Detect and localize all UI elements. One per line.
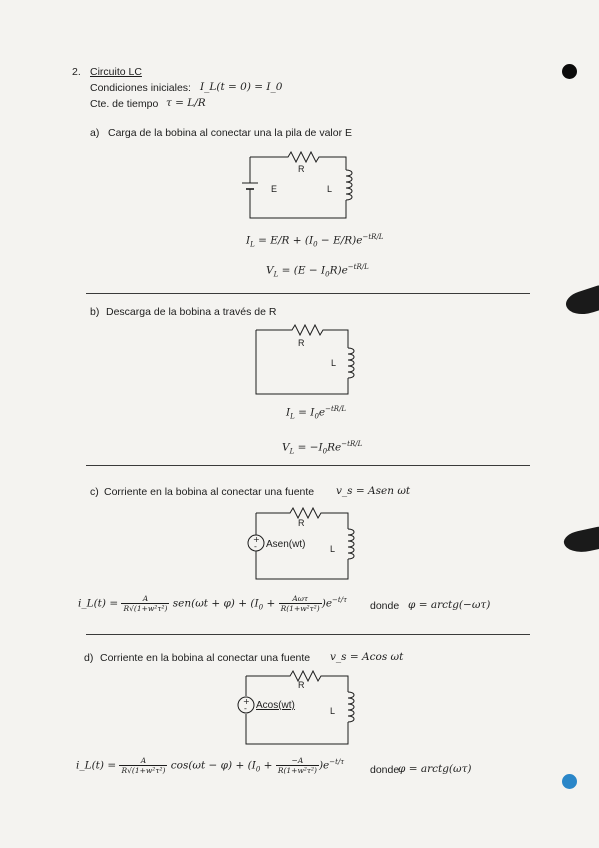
circuit-a-r-label: R <box>298 164 305 174</box>
section-d-frac1: $\frac{A}{\text{R√(1+w²τ²)}}$ <box>121 756 166 775</box>
binder-ring-upper <box>563 284 599 319</box>
section-d-eq-left: i_L(t) = <box>76 759 117 772</box>
circuit-c-r-label: R <box>298 518 305 528</box>
svg-text:-: - <box>254 542 257 551</box>
punch-hole-bottom <box>562 774 577 789</box>
section-b-eq2: $V_L = -I_0Re^{-tR/L}$ <box>282 440 363 456</box>
section-a-letter: a) <box>90 127 100 139</box>
circuit-b-l-label: L <box>331 358 337 368</box>
section-a-eq2: $V_L = (E - I_0R)e^{-tR/L}$ <box>266 263 369 279</box>
section-d-letter: d) <box>84 652 94 664</box>
section-d-equation: i_L(t) = $\frac{A}{\text{R√(1+w²τ²)}}$ $\cos(\omega t - \varphi) + (I_0$ + $\frac{-A}{\text{R(1+w²τ²)}}$ )$e^{-t/\tau}$ <box>76 756 345 775</box>
section-c-text: Corriente en la bobina al conectar una fuente <box>104 486 315 498</box>
time-constant-math: τ = L/R <box>166 97 206 109</box>
section-d-frac2: $\frac{-A}{\text{R(1+w²τ²)}}$ <box>277 756 317 775</box>
section-c-eq-left: i_L(t) = <box>78 597 119 610</box>
divider-c <box>86 634 530 635</box>
section-c-donde: donde <box>370 600 400 612</box>
section-b-letter: b) <box>90 306 100 318</box>
time-constant-label: Cte. de tiempo <box>90 98 159 110</box>
section-c-equation: i_L(t) = $\frac{A}{\text{R√(1+w²τ²)}}$ $sen(\omega t + \varphi) + (I_0$ + $\frac{\text{Aωτ}}{\text{R(1+w²τ²)}}$ )$e^{-t/\tau}$ <box>78 594 347 613</box>
circuit-c <box>246 503 366 588</box>
section-c-letter: c) <box>90 486 99 498</box>
section-a-eq1: $I_L = E/R + (I_0 - E/R)e^{-tR/L}$ <box>246 233 384 249</box>
circuit-d-r-label: R <box>298 680 305 690</box>
initial-conditions-math: I_L(t = 0) = I_0 <box>200 81 283 93</box>
circuit-a <box>248 145 358 225</box>
circuit-b <box>256 322 366 402</box>
section-c-phi: φ = arctg(−ωτ) <box>408 599 491 611</box>
circuit-b-r-label: R <box>298 338 305 348</box>
circuit-d-source-label: Acos(wt) <box>256 700 295 711</box>
circuit-a-source-label: E <box>271 184 278 194</box>
section-d-text: Corriente en la bobina al conectar una fuente <box>100 652 311 664</box>
section-d-donde: donde <box>370 764 400 776</box>
svg-text:+: + <box>253 535 260 544</box>
problem-title: Circuito LC <box>90 66 142 78</box>
section-b-text: Descarga de la bobina a través de R <box>106 306 277 318</box>
section-d-source-math: v_s = Acos ωt <box>330 651 404 663</box>
divider-b <box>86 465 530 466</box>
problem-number: 2. <box>72 66 81 78</box>
initial-conditions-label: Condiciones iniciales: <box>90 82 191 94</box>
circuit-a-l-label: L <box>327 184 333 194</box>
divider-a <box>86 293 530 294</box>
section-c-frac1: $\frac{A}{\text{R√(1+w²τ²)}}$ <box>123 594 168 613</box>
punch-hole-top <box>562 64 577 79</box>
circuit-d <box>236 666 356 751</box>
svg-text:+: + <box>243 697 250 706</box>
section-a-text: Carga de la bobina al conectar una la pila de valor E <box>108 127 352 139</box>
circuit-d-l-label: L <box>330 706 336 716</box>
section-b-eq1: $I_L = I_0e^{-tR/L}$ <box>286 405 347 421</box>
section-c-source-math: v_s = Asen ωt <box>336 485 411 497</box>
circuit-c-l-label: L <box>330 544 336 554</box>
binder-ring-lower <box>562 526 599 556</box>
circuit-c-source-label: Asen(wt) <box>266 539 306 550</box>
section-c-frac2: $\frac{\text{Aωτ}}{\text{R(1+w²τ²)}}$ <box>280 594 320 613</box>
svg-text:-: - <box>244 704 247 713</box>
section-d-phi: φ = arctg(ωτ) <box>398 763 472 775</box>
